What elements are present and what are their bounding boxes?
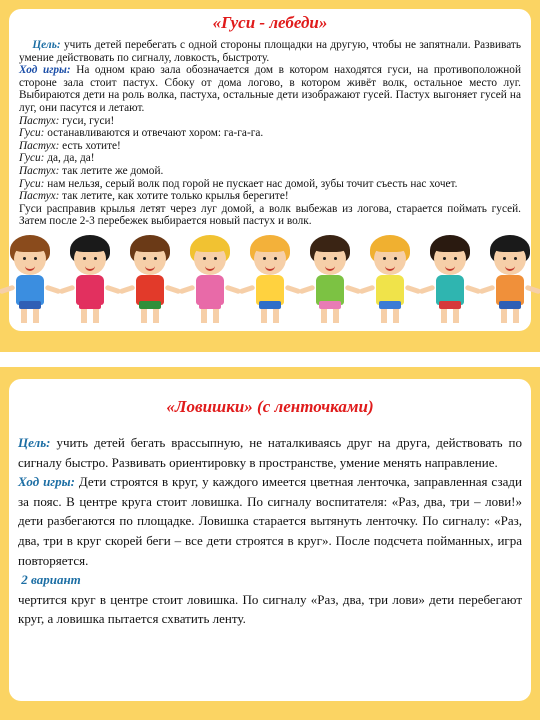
children-illustration bbox=[0, 235, 540, 335]
child-figure bbox=[247, 235, 293, 327]
ending-paragraph: Гуси расправив крылья летят через луг домой, а волк выбежав из логова, старается поймать гусей. Затем после 2-3 перебежек выбирается новый пастух и волк. bbox=[19, 202, 521, 228]
speaker-label: Гуси: bbox=[19, 127, 45, 140]
dialogue-line bbox=[19, 165, 521, 178]
child-figure bbox=[367, 235, 413, 327]
variant-label: 2 вариант bbox=[21, 572, 81, 588]
child-figure bbox=[487, 235, 533, 327]
speaker-line: есть хотите! bbox=[59, 139, 121, 152]
speaker-line: гуси, гуси! bbox=[59, 114, 115, 127]
goal-label: Цель: bbox=[32, 39, 61, 51]
speaker-line: да, да, да! bbox=[44, 152, 95, 165]
course-paragraph bbox=[18, 472, 522, 570]
course-label: Ход игры: bbox=[19, 64, 71, 77]
child-figure bbox=[67, 235, 113, 327]
course-text: Дети строятся в круг, у каждого имеется цветная ленточка, заправленная сзади за пояс. В центре круга стоит ловишка. По сигналу воспитателя: «Раз, два, три – лови!» дети разбегаются по площадке. Ловишка старается вытянуть ленточку. По сигналу: «Раз, два, три в круг скорей беги – все дети строятся в круг». После подсчета пойманных, игра повторяется. bbox=[18, 474, 522, 568]
child-figure bbox=[187, 235, 233, 327]
child-figure bbox=[127, 235, 173, 327]
speaker-label: Гуси: bbox=[19, 152, 45, 165]
dialogue-line bbox=[19, 152, 521, 165]
speaker-label: Пастух: bbox=[19, 139, 60, 152]
speaker-label: Пастух: bbox=[19, 114, 60, 127]
goal-text: учить детей бегать врассыпную, не наталкиваясь друг на друга, действовать по сигналу быстро. Развивать ориентировку в пространстве, умение менять направление. bbox=[18, 435, 522, 470]
course-paragraph bbox=[19, 64, 521, 114]
goal-paragraph bbox=[18, 433, 522, 472]
speaker-line: останавливаются и отвечают хором: га-га-га. bbox=[44, 127, 264, 140]
speaker-label: Пастух: bbox=[19, 164, 60, 177]
goal-paragraph bbox=[19, 39, 521, 64]
card-title: «Ловишки» (с ленточками) bbox=[166, 397, 374, 416]
card-separator bbox=[0, 352, 540, 367]
course-label: Ход игры: bbox=[18, 474, 75, 490]
goal-text: учить детей перебегать с одной стороны площадки на другую, чтобы не запятнали. Развивать умение действовать по сигналу, ловкость, быстроту. bbox=[19, 39, 522, 64]
card-title: «Гуси - лебеди» bbox=[212, 13, 328, 32]
dialogue-line bbox=[19, 140, 521, 153]
speaker-line: нам нельзя, серый волк под горой не пускает нас домой, зубы точит съесть нас хочет. bbox=[44, 177, 458, 190]
card-body bbox=[19, 39, 521, 228]
game-card-geese-swans bbox=[0, 0, 540, 352]
variant-heading bbox=[18, 570, 522, 590]
dialogue-line bbox=[19, 178, 521, 191]
child-figure bbox=[427, 235, 473, 327]
child-figure bbox=[7, 235, 53, 327]
speaker-label: Гуси: bbox=[19, 177, 45, 190]
goal-label: Цель: bbox=[18, 435, 51, 450]
card-body bbox=[18, 433, 522, 629]
dialogue-line bbox=[19, 115, 521, 128]
speaker-line: так летите же домой. bbox=[59, 164, 164, 177]
card-text-panel bbox=[9, 379, 531, 701]
speaker-line: так летите, как хотите только крылья берегите! bbox=[59, 190, 289, 203]
variant-paragraph: чертится круг в центре стоит ловишка. По сигналу «Раз, два, три лови» дети перебегают круг, а ловишка пытается схватить ленту. bbox=[18, 591, 522, 627]
dialogue-line bbox=[19, 127, 521, 140]
course-text: На одном краю зала обозначается дом в котором находятся гуси, на противоположной стороне зала стоит пастух. Сбоку от дома логово, в котором живёт волк, остальное место луг. Выбираются дети на роль волка, пастуха, остальные дети изображают гусей. Пастух выгоняет гусей на луг, они пасутся и летают. bbox=[19, 64, 521, 114]
speaker-label: Пастух: bbox=[19, 190, 60, 203]
child-figure bbox=[307, 235, 353, 327]
dialogue-line bbox=[19, 190, 521, 203]
game-card-catchers bbox=[0, 367, 540, 720]
